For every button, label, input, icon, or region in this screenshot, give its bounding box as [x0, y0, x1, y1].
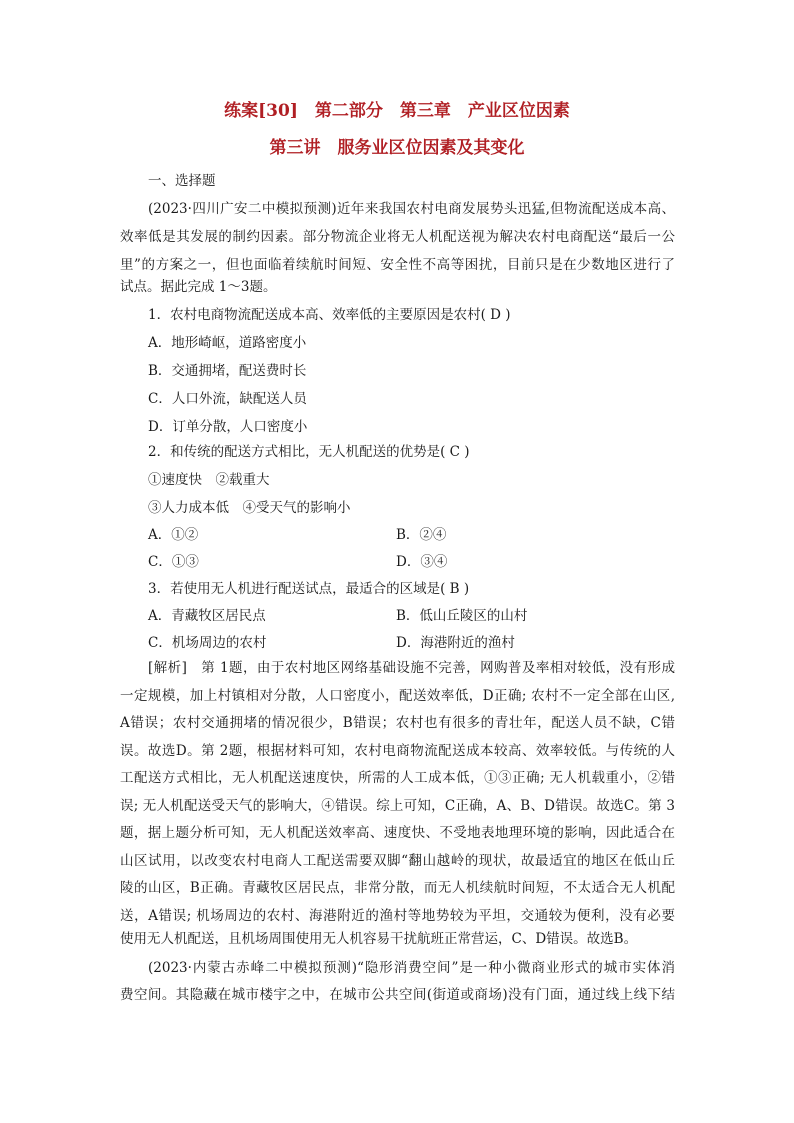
analysis-line: 陵的山区，B正确。青藏牧区居民点，非常分散，而无人机续航时间短，不太适合无人机配 — [120, 880, 675, 896]
analysis-line: [解析] 第 1题，由于农村地区网络基础设施不完善，网购普及率相对较低，没有形成 — [148, 660, 675, 676]
passage1-line: 试点。据此完成 1～3题。 — [120, 279, 277, 295]
question-3-stem: 3．若使用无人机进行配送试点，最适合的区域是( B ) — [148, 581, 470, 597]
page-title: 练案[30] 第二部分 第三章 产业区位因素 — [224, 101, 570, 121]
question-1-stem: 1．农村电商物流配送成本高、效率低的主要原因是农村( D ) — [148, 307, 511, 323]
passage1-line: 里”的方案之一，但也面临着续航时间短、安全性不高等困扰，目前只是在少数地区进行了 — [120, 257, 675, 273]
analysis-line: A错误；农村交通拥堵的情况很少，B错误；农村也有很多的青壮年，配送人员不缺，C错 — [120, 715, 675, 731]
question-2-stem: 2．和传统的配送方式相比，无人机配送的优势是( C ) — [148, 444, 470, 460]
analysis-line: 送，A错误; 机场周边的农村、海港附近的渔村等地势较为平坦，交通较为便利，没有必要 — [120, 908, 675, 924]
question-1-option-c: C．人口外流，缺配送人员 — [148, 391, 307, 407]
question-1-option-d: D．订单分散，人口密度小 — [148, 419, 308, 435]
question-3-option-d: D．海港附近的渔村 — [396, 635, 515, 651]
question-1-option-a: A．地形崎岖，道路密度小 — [148, 335, 307, 351]
analysis-line: 误。故选D。第 2题，根据材料可知，农村电商物流配送成本较高、效率较低。与传统的人 — [120, 743, 675, 759]
passage2-line: (2023·内蒙古赤峰二中模拟预测)“隐形消费空间”是一种小微商业形式的城市实体消 — [148, 960, 675, 976]
section-heading: 一、选择题 — [148, 173, 216, 189]
question-3-option-c: C．机场周边的农村 — [148, 635, 267, 651]
question-3-option-b: B．低山丘陵区的山村 — [396, 608, 528, 624]
question-2-items: ③人力成本低 ④受天气的影响小 — [148, 500, 351, 516]
question-2-option-a: A．①② — [148, 527, 199, 543]
passage1-line: 效率低是其发展的制约因素。部分物流企业将无人机配送视为解决农村电商配送“最后一公 — [120, 229, 675, 245]
question-2-option-d: D．③④ — [396, 554, 448, 570]
question-2-option-c: C．①③ — [148, 554, 199, 570]
analysis-line: 山区试用，以改变农村电商人工配送需要双脚“翻山越岭的现状，故最适宜的地区在低山丘 — [120, 853, 675, 869]
question-1-option-b: B．交通拥堵，配送费时长 — [148, 363, 307, 379]
analysis-line: 题，据上题分析可知，无人机配送效率高、速度快、不受地表地理环境的影响，因此适合在 — [120, 825, 675, 841]
analysis-line: 工配送方式相比，无人机配送速度快，所需的人工成本低，①③正确; 无人机载重小，②错 — [120, 770, 675, 786]
analysis-line: 使用无人机配送，且机场周围使用无人机容易干扰航班正常营运，C、D错误。故选B。 — [120, 931, 638, 947]
page-subtitle: 第三讲 服务业区位因素及其变化 — [269, 138, 525, 158]
passage2-line: 费空间。其隐藏在城市楼宇之中，在城市公共空间(街道或商场)没有门面，通过线上线下结 — [120, 987, 675, 1003]
analysis-line: 误; 无人机配送受天气的影响大，④错误。综上可知，C正确，A、B、D错误。故选C。第 3 — [120, 798, 675, 814]
question-3-option-a: A．青藏牧区居民点 — [148, 608, 266, 624]
question-2-items: ①速度快 ②载重大 — [148, 472, 270, 488]
passage1-line: (2023·四川广安二中模拟预测)近年来我国农村电商发展势头迅猛,但物流配送成本高、 — [148, 201, 675, 217]
analysis-line: 一定规模，加上村镇相对分散，人口密度小，配送效率低，D正确; 农村不一定全部在山区, — [120, 688, 675, 704]
question-2-option-b: B．②④ — [396, 527, 447, 543]
